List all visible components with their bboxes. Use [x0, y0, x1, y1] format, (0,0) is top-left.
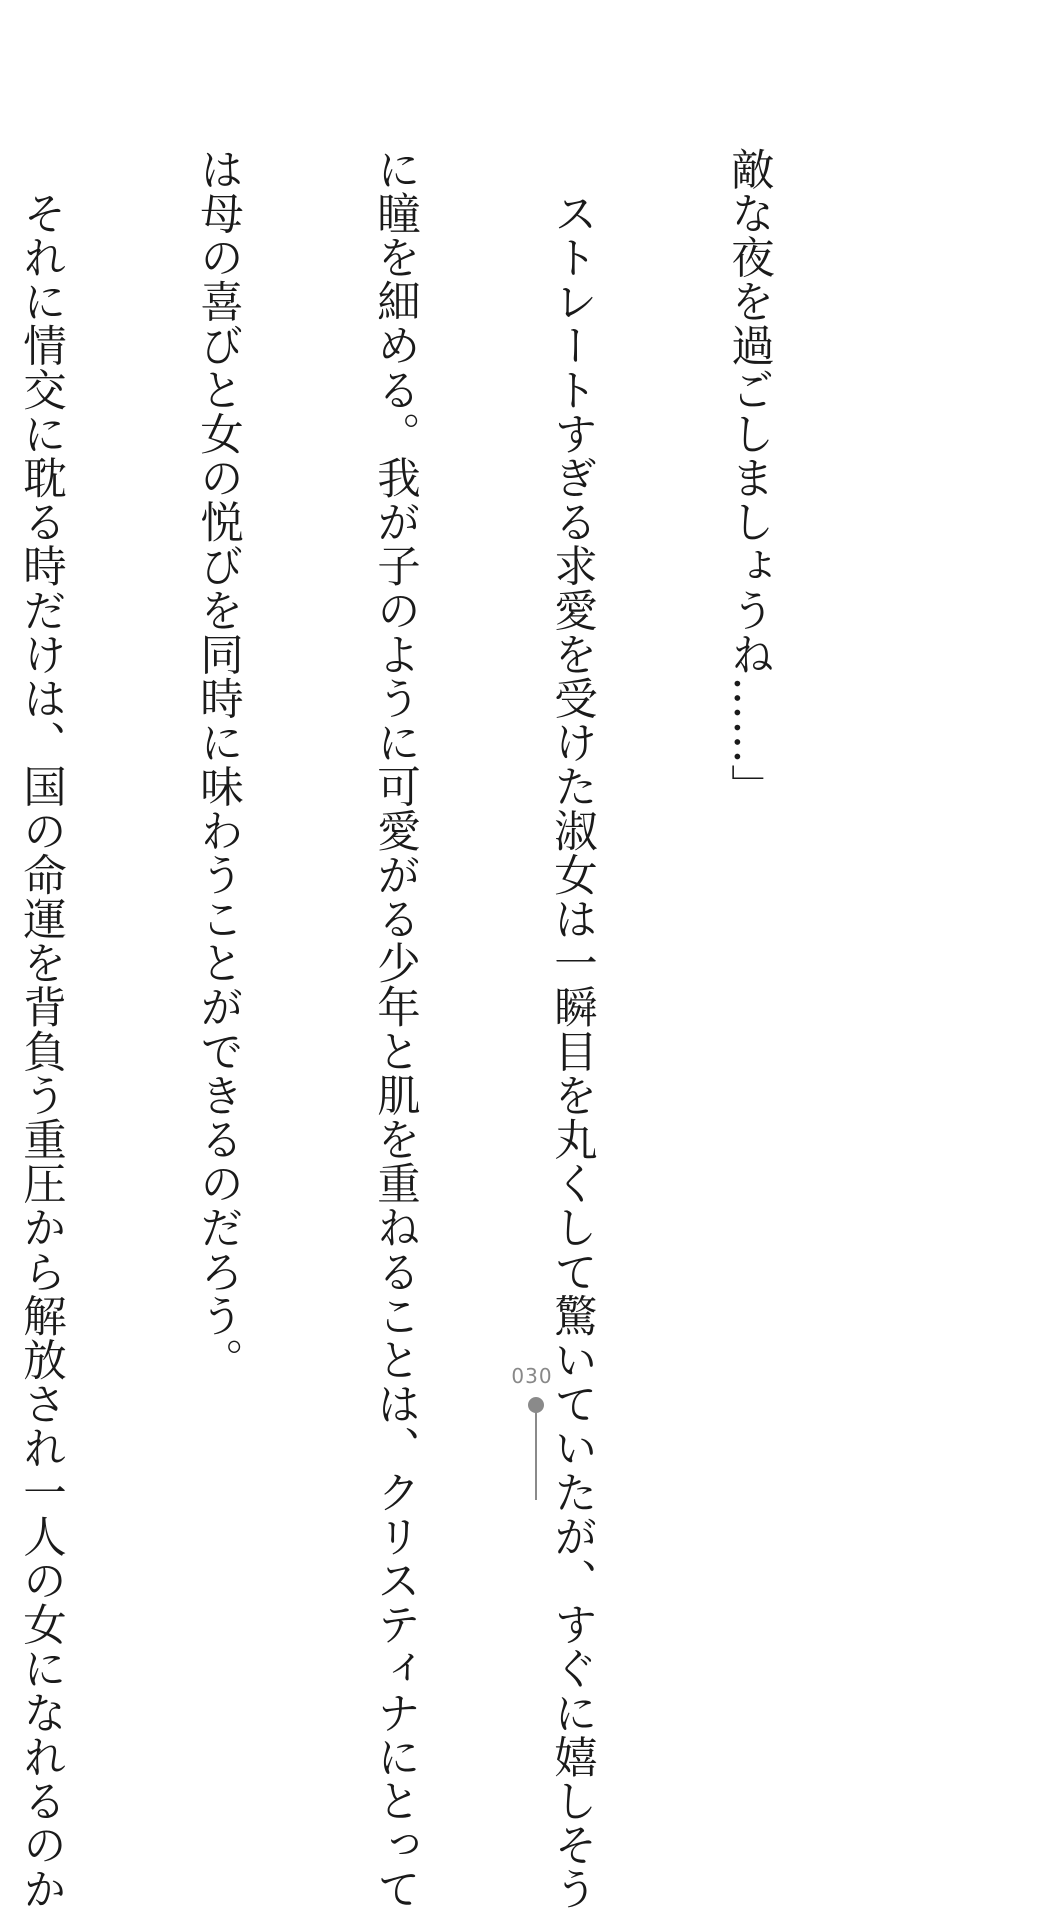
page-marker-icon: [528, 1397, 544, 1500]
page-number: 030: [511, 1364, 553, 1388]
text-line: に瞳を細める。我が子のように可愛がる少年と肌を重ねることは、クリスティナにとって: [370, 147, 420, 1911]
text-line: それに情交に耽る時だけは、国の命運を背負う重圧から解放され一人の女になれるのか: [16, 147, 66, 1911]
text-line: 敵な夜を過ごしましょうね……」: [724, 147, 774, 809]
text-line: ストレートすぎる求愛を受けた淑女は一瞬目を丸くして驚いていたが、すぐに嬉しそう: [547, 147, 597, 1911]
text-line: は母の喜びと女の悦びを同時に味わうことができるのだろう。: [193, 147, 243, 1382]
marker-stem: [535, 1411, 537, 1500]
